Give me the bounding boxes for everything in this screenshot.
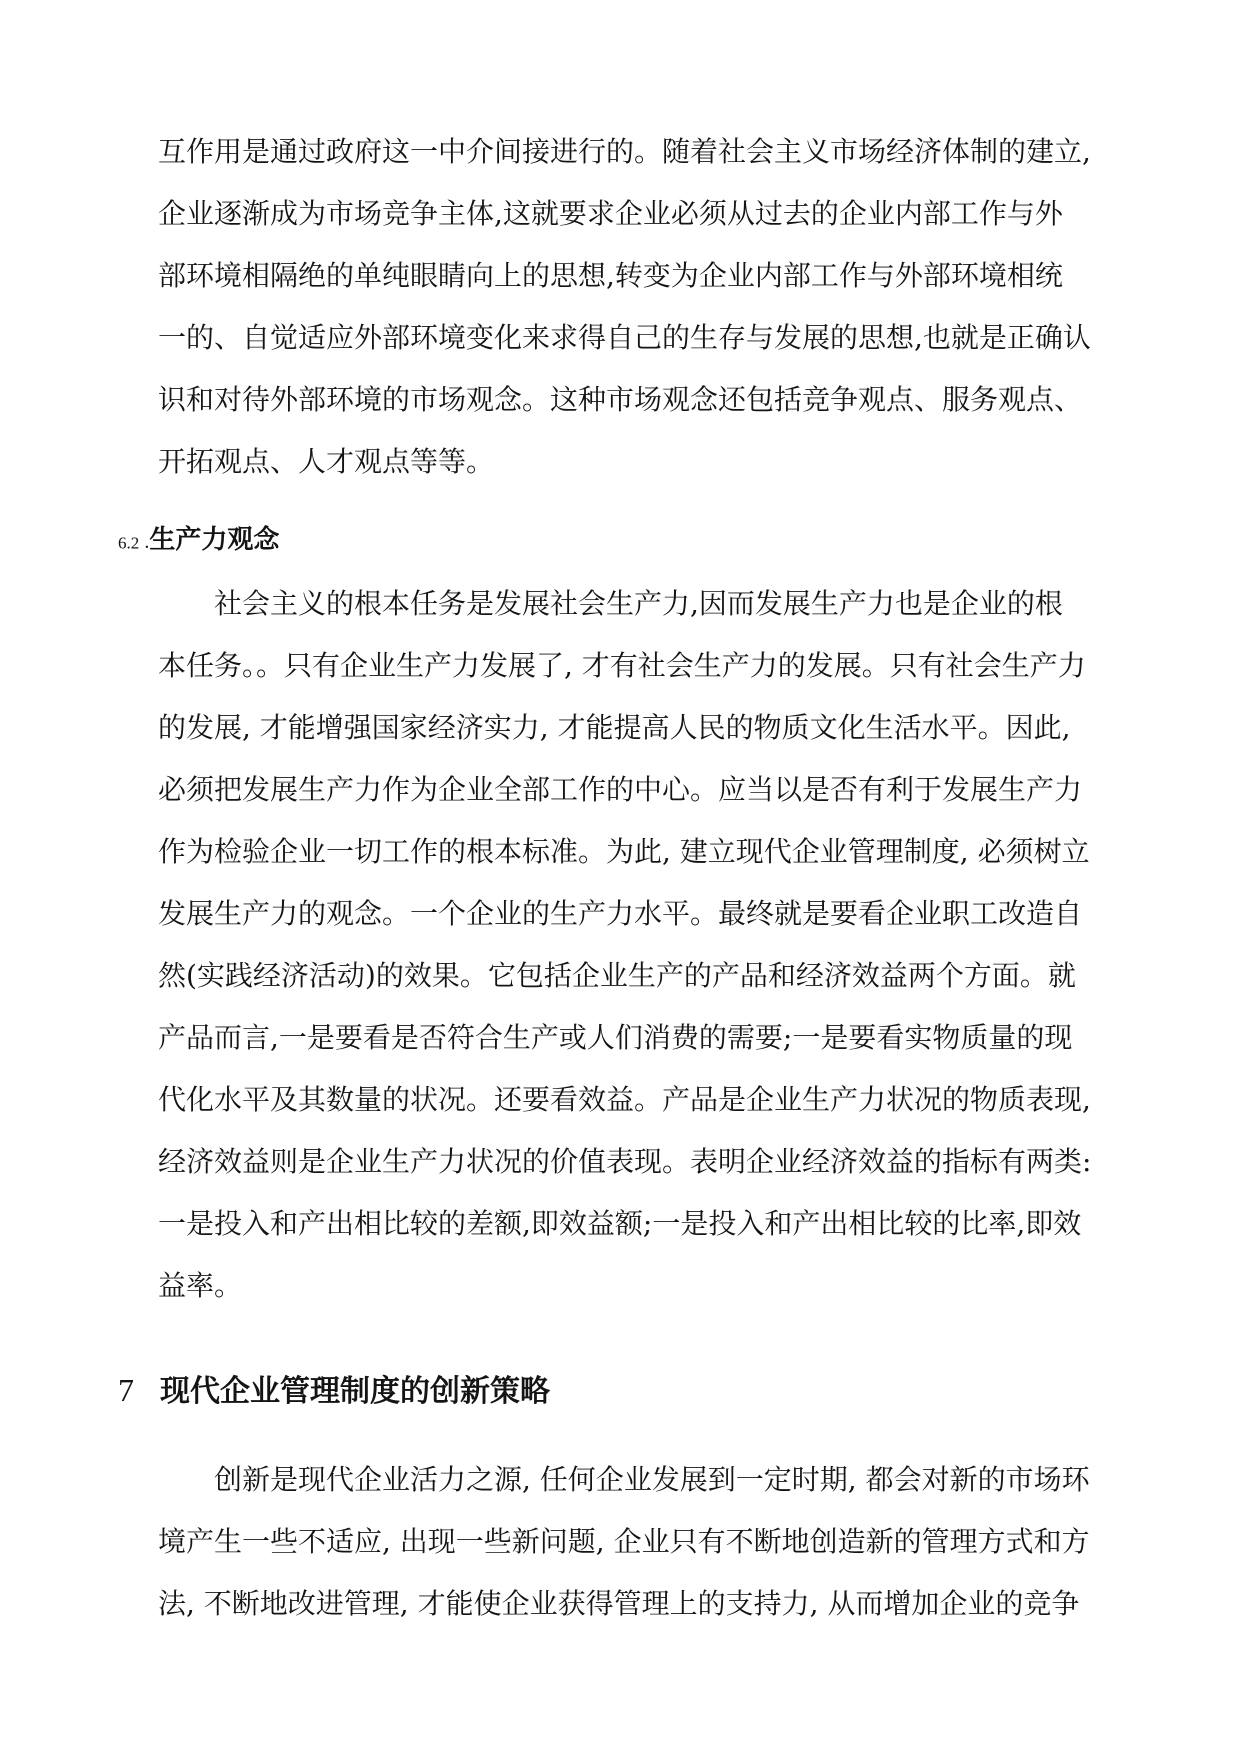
- section-number: 6.2: [118, 533, 140, 553]
- paragraph-line: 然(实践经济活动)的效果。它包括企业生产的产品和经济效益两个方面。就: [158, 959, 1076, 992]
- section-title: 生产力观念: [149, 525, 280, 555]
- section-heading-7: [118, 1370, 550, 1416]
- paragraph-line: 产品而言,一是要看是否符合生产或人们消费的需要;一是要看实物质量的现: [158, 1021, 1073, 1054]
- paragraph-line: 的发展, 才能增强国家经济实力, 才能提高人民的物质文化生活水平。因此,: [158, 711, 1071, 744]
- paragraph-line: 社会主义的根本任务是发展社会生产力,因而发展生产力也是企业的根: [214, 587, 1063, 620]
- paragraph-line: 识和对待外部环境的市场观念。这种市场观念还包括竞争观点、服务观点、: [158, 383, 1083, 416]
- paragraph-line: 益率。: [158, 1269, 243, 1302]
- paragraph-line: 一的、自觉适应外部环境变化来求得自己的生存与发展的思想,也就是正确认: [158, 321, 1091, 354]
- paragraph-line: 境产生一些不适应, 出现一些新问题, 企业只有不断地创造新的管理方式和方: [158, 1525, 1090, 1558]
- paragraph-line: 必须把发展生产力作为企业全部工作的中心。应当以是否有利于发展生产力: [158, 773, 1083, 806]
- section-number-dot: .: [144, 531, 150, 553]
- paragraph-line: 开拓观点、人才观点等等。: [158, 445, 495, 478]
- paragraph-line: 法, 不断地改进管理, 才能使企业获得管理上的支持力, 从而增加企业的竞争: [158, 1587, 1080, 1620]
- paragraph-line: 经济效益则是企业生产力状况的价值表现。表明企业经济效益的指标有两类:: [158, 1145, 1092, 1178]
- section-number: 7: [118, 1372, 134, 1408]
- paragraph-line: 部环境相隔绝的单纯眼睛向上的思想,转变为企业内部工作与外部环境相统: [158, 259, 1063, 292]
- paragraph-line: 作为检验企业一切工作的根本标准。为此, 建立现代企业管理制度, 必须树立: [158, 835, 1090, 868]
- paragraph-line: 本任务。。只有企业生产力发展了, 才有社会生产力的发展。只有社会生产力: [158, 649, 1086, 682]
- paragraph-line: 一是投入和产出相比较的差额,即效益额;一是投入和产出相比较的比率,即效: [158, 1207, 1082, 1240]
- paragraph-line: 代化水平及其数量的状况。还要看效益。产品是企业生产力状况的物质表现,: [158, 1083, 1091, 1116]
- paragraph-line: 创新是现代企业活力之源, 任何企业发展到一定时期, 都会对新的市场环: [214, 1463, 1090, 1496]
- paragraph-line: 企业逐渐成为市场竞争主体,这就要求企业必须从过去的企业内部工作与外: [158, 197, 1063, 230]
- paragraph-line: 发展生产力的观念。一个企业的生产力水平。最终就是要看企业职工改造自: [158, 897, 1083, 930]
- paragraph-line: 互作用是通过政府这一中介间接进行的。随着社会主义市场经济体制的建立,: [158, 135, 1091, 168]
- section-title: 现代企业管理制度的创新策略: [160, 1374, 550, 1409]
- section-heading-6-2: [118, 522, 279, 562]
